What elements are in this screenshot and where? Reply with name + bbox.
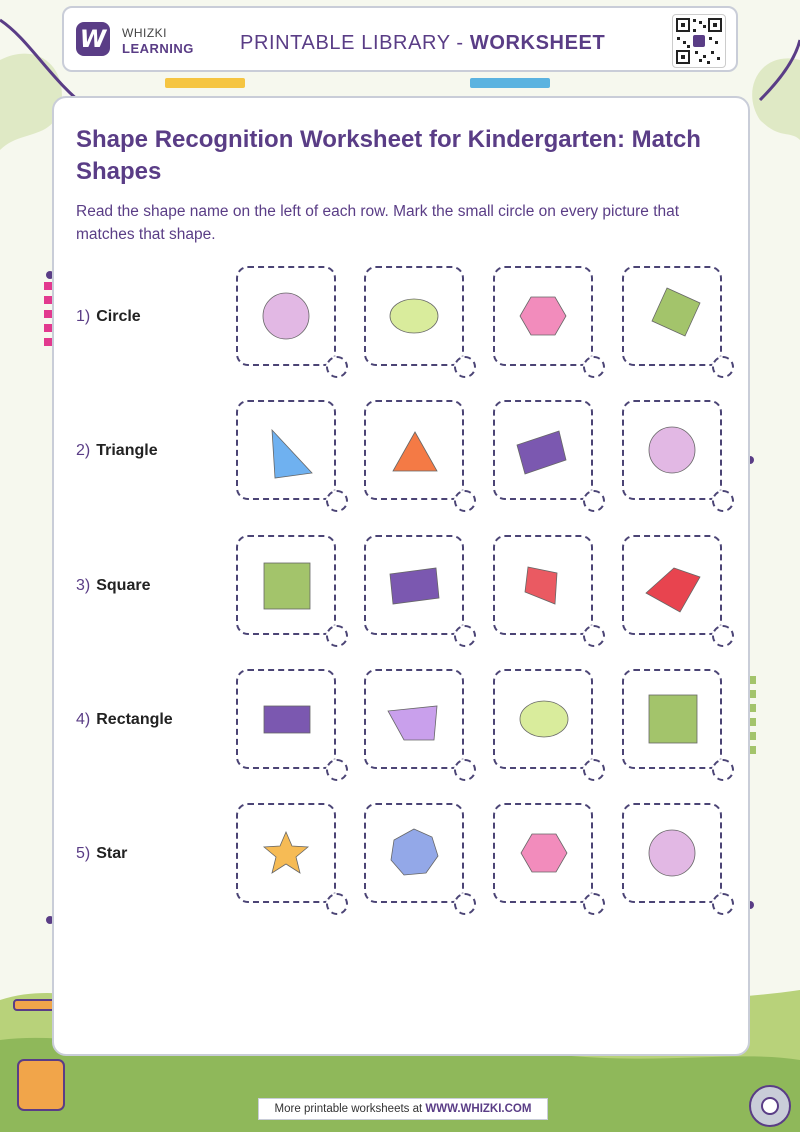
ellipse-shape: [495, 671, 591, 767]
brand-name: [122, 26, 194, 56]
answer-circle[interactable]: [454, 759, 476, 781]
shape-card: [364, 266, 464, 366]
answer-circle[interactable]: [712, 356, 734, 378]
answer-circle[interactable]: [583, 759, 605, 781]
quadrilateral-shape: [624, 537, 720, 633]
answer-circle[interactable]: [712, 759, 734, 781]
footer-banner: [258, 1098, 548, 1120]
shape-card: [236, 803, 336, 903]
footer-text: More printable worksheets at: [274, 1103, 426, 1115]
header-bar: [62, 6, 738, 72]
row-label: [76, 308, 141, 326]
shape-card: [493, 803, 593, 903]
row-shape-name: Triangle: [96, 442, 158, 459]
answer-circle[interactable]: [326, 625, 348, 647]
square-shape: [238, 537, 334, 633]
answer-circle[interactable]: [583, 625, 605, 647]
shape-card: [236, 535, 336, 635]
answer-circle[interactable]: [326, 356, 348, 378]
footer-link[interactable]: WWW.WHIZKI.COM: [425, 1103, 532, 1115]
answer-circle[interactable]: [326, 759, 348, 781]
shape-card: [493, 266, 593, 366]
qr-code-icon: [672, 14, 726, 68]
row-number: 3): [76, 577, 91, 594]
heptagon-shape: [366, 805, 462, 901]
hexagon-shape: [495, 268, 591, 364]
quadrilateral-shape: [495, 537, 591, 633]
brand-line-1: WHIZKI: [122, 26, 167, 40]
row-label: [76, 577, 150, 595]
row-number: 1): [76, 308, 91, 325]
rectangle-shape: [495, 402, 591, 498]
whizki-logo[interactable]: W: [76, 22, 110, 56]
row-shape-name: Rectangle: [96, 711, 173, 728]
answer-circle[interactable]: [583, 893, 605, 915]
row-number: 4): [76, 711, 91, 728]
circle-shape: [624, 402, 720, 498]
shape-card: [622, 400, 722, 500]
shape-card: [364, 400, 464, 500]
row-label: [76, 442, 158, 460]
worksheet-title: Shape Recognition Worksheet for Kindergarten: Match Shapes: [76, 126, 701, 185]
star-shape: [238, 805, 334, 901]
circle-shape: [238, 268, 334, 364]
trapezoid-shape: [366, 671, 462, 767]
worksheet-instructions: Read the shape name on the left of each row. Mark the small circle on every picture that matches that shape.: [76, 203, 680, 243]
shape-card: [236, 669, 336, 769]
ellipse-shape: [366, 268, 462, 364]
square-shape: [624, 268, 720, 364]
shape-card: [236, 266, 336, 366]
triangle-shape: [366, 402, 462, 498]
rectangle-shape: [238, 671, 334, 767]
shape-card: [364, 803, 464, 903]
row-label: [76, 845, 127, 863]
row-label: [76, 711, 173, 729]
answer-circle[interactable]: [454, 893, 476, 915]
row-number: 2): [76, 442, 91, 459]
rectangle-shape: [366, 537, 462, 633]
triangle-shape: [238, 402, 334, 498]
circle-shape: [624, 805, 720, 901]
answer-circle[interactable]: [326, 490, 348, 512]
answer-circle[interactable]: [583, 490, 605, 512]
shape-card: [493, 669, 593, 769]
shape-card: [364, 669, 464, 769]
answer-circle[interactable]: [454, 625, 476, 647]
hexagon-shape: [495, 805, 591, 901]
answer-circle[interactable]: [583, 356, 605, 378]
shape-card: [236, 400, 336, 500]
header-title: [240, 32, 605, 55]
answer-circle[interactable]: [326, 893, 348, 915]
brand-line-2: LEARNING: [122, 41, 194, 56]
shape-card: [622, 266, 722, 366]
shape-card: [364, 535, 464, 635]
header-title-prefix: PRINTABLE LIBRARY -: [240, 32, 470, 54]
shape-card: [622, 535, 722, 635]
shape-card: [622, 803, 722, 903]
answer-circle[interactable]: [712, 625, 734, 647]
row-number: 5): [76, 845, 91, 862]
row-shape-name: Square: [96, 577, 151, 594]
row-shape-name: Star: [96, 845, 128, 862]
answer-circle[interactable]: [712, 893, 734, 915]
square-shape: [624, 671, 720, 767]
answer-circle[interactable]: [712, 490, 734, 512]
shape-card: [493, 535, 593, 635]
header-title-bold: WORKSHEET: [469, 32, 606, 54]
answer-circle[interactable]: [454, 490, 476, 512]
shape-card: [493, 400, 593, 500]
shape-card: [622, 669, 722, 769]
row-shape-name: Circle: [96, 308, 141, 325]
answer-circle[interactable]: [454, 356, 476, 378]
